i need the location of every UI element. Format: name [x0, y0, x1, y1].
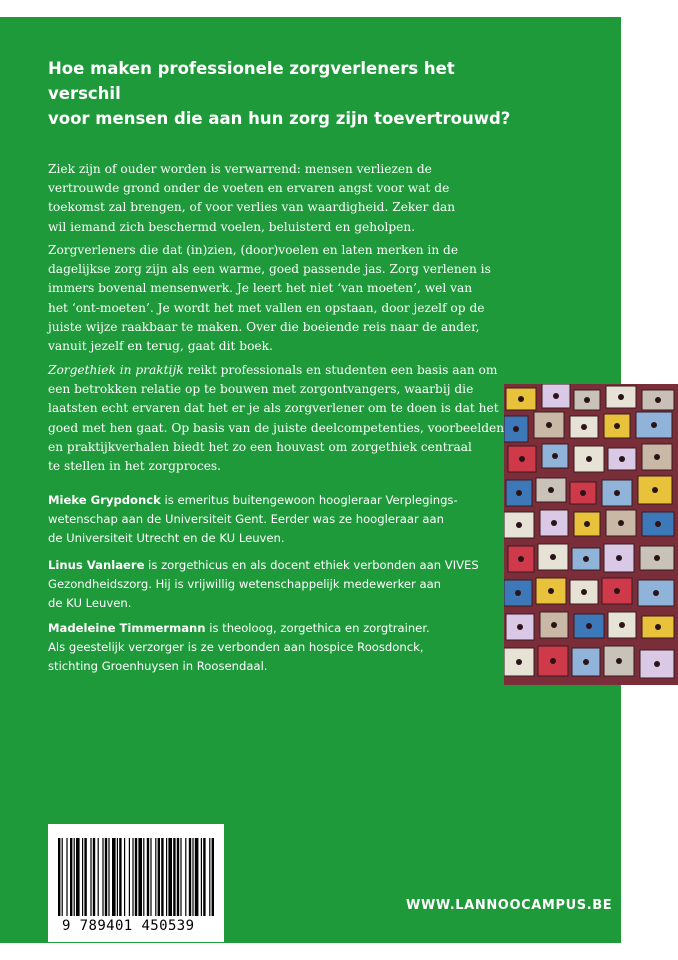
author-name: Linus Vanlaere	[48, 558, 145, 572]
headline-line-2: voor mensen die aan hun zorg zijn toevertrouwd?	[48, 109, 511, 128]
text-line: de KU Leuven.	[48, 596, 132, 611]
text-line: Zorgverleners die dat (in)zien, (door)voelen en laten merken in de	[48, 243, 459, 257]
text-line: dagelijkse zorg zijn als een warme, goed passende jas. Zorg verlenen is	[48, 262, 491, 277]
text-line: te stellen in het zorgproces.	[48, 459, 222, 474]
text-line: Zorgethiek in praktijk reikt professionals en studenten een basis aan om	[48, 363, 498, 377]
book-title: Zorgethiek in praktijk	[48, 363, 184, 377]
text-line: stichting Groenhuysen in Roosendaal.	[48, 659, 268, 674]
text-line: Gezondheidszorg. Hij is vrijwillig wetenschappelijk medewerker aan	[48, 577, 442, 592]
text-line: laatsten echt ervaren dat het er je als zorgverlener om te doen is dat het	[48, 401, 499, 416]
text-line: Linus Vanlaere is zorgethicus en als docent ethiek verbonden aan VIVES	[48, 558, 479, 572]
book-summary-paragraph	[48, 361, 505, 476]
text-line: en praktijkverhalen biedt het zo een houvast om zorgethiek centraal	[48, 439, 472, 454]
author-name: Mieke Grypdonck	[48, 493, 161, 507]
text-line: wil iemand zich beschermd voelen, beluisterd en geholpen.	[48, 219, 416, 234]
text-line: Als geestelijk verzorger is ze verbonden aan hospice Roosdonck,	[48, 640, 424, 655]
headline-line-1: Hoe maken professionele zorgverleners het verschil	[48, 59, 455, 103]
author-bio-vanlaere	[48, 556, 488, 614]
text-line: Ziek zijn of ouder worden is verwarrend: mensen verliezen de	[48, 162, 432, 176]
caregivers-paragraph	[48, 241, 491, 356]
text-line: de Universiteit Utrecht en de KU Leuven.	[48, 531, 285, 546]
text-line: vanuit jezelf en terug, gaat dit boek.	[48, 339, 273, 354]
author-bio-grypdonck	[48, 491, 488, 549]
text-line: immers bovenal mensenwerk. Je leert het niet ‘van moeten’, wel van	[48, 281, 473, 296]
author-name: Madeleine Timmermann	[48, 621, 206, 635]
isbn-number: 9 789401 450539	[62, 918, 195, 934]
text-line: wetenschap aan de Universiteit Gent. Eerder was ze hoogleraar aan	[48, 512, 444, 527]
intro-paragraph	[48, 160, 463, 237]
cover-headline	[48, 56, 518, 131]
text-line: toekomst zal brengen, of voor verlies van waardigheid. Zeker dan	[48, 200, 456, 215]
text-line: juiste wijze raakbaar te maken. Over die boeiende reis naar de ander,	[48, 319, 480, 334]
text-line: een betrokken relatie op te bouwen met zorgontvangers, waarbij die	[48, 382, 474, 397]
barcode-bars	[56, 838, 216, 916]
text-line: vertrouwde grond onder de voeten en ervaren angst voor wat de	[48, 181, 450, 196]
publisher-website: WWW.LANNOOCAMPUS.BE	[406, 898, 613, 913]
birdhouses-photo	[504, 384, 678, 685]
barcode	[48, 824, 224, 942]
text-line: het ‘ont-moeten’. Je wordt het met vallen en opstaan, door jezelf op de	[48, 300, 485, 315]
text-line: Mieke Grypdonck is emeritus buitengewoon hoogleraar Verplegings-	[48, 493, 458, 507]
text-line: Madeleine Timmermann is theoloog, zorgethica en zorgtrainer.	[48, 621, 430, 635]
author-bio-timmermann	[48, 619, 488, 677]
text-line: goed met hen gaat. Op basis van de juiste deelcompetenties, voorbeelden	[48, 420, 505, 435]
